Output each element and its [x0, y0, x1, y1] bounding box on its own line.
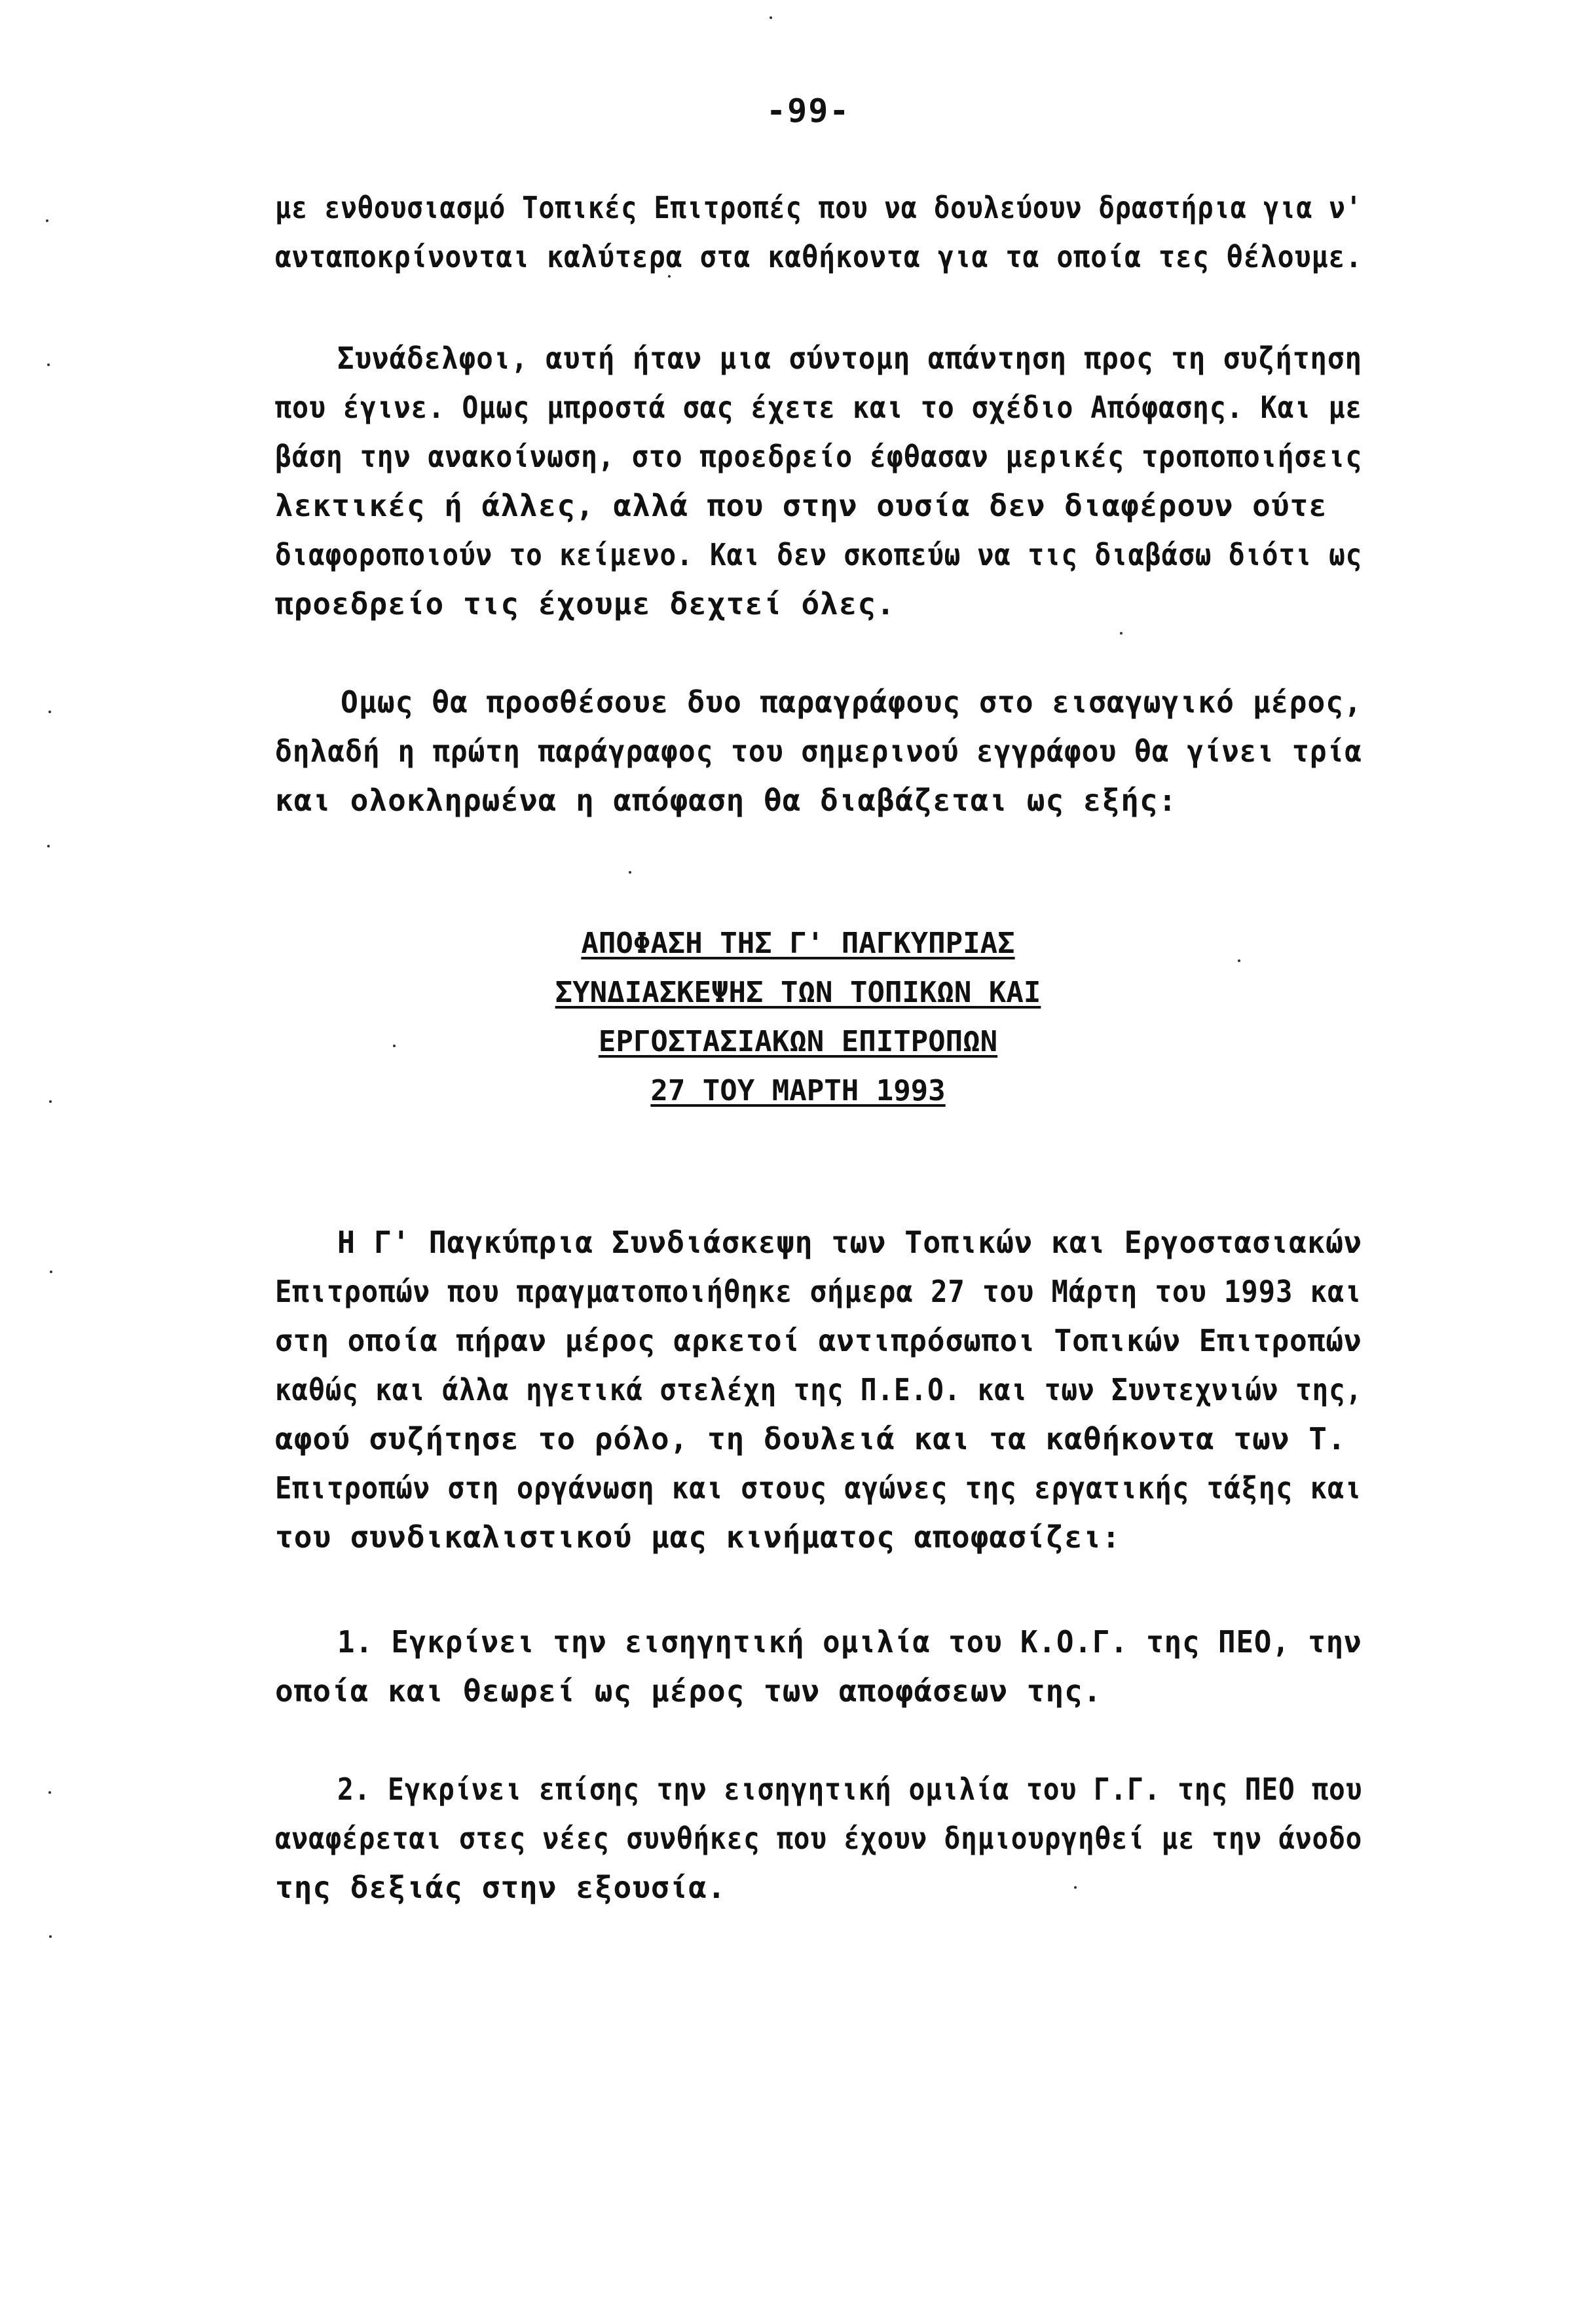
scan-mark	[47, 845, 50, 847]
heading-line: ΣΥΝΔΙΑΣΚΕΨΗΣ ΤΩΝ ΤΟΠΙΚΩΝ ΚΑΙ	[555, 976, 1041, 1009]
heading-line: ΑΠΟΦΑΣΗ ΤΗΣ Γ' ΠΑΓΚΥΠΡΙΑΣ	[581, 927, 1015, 960]
text-line: δηλαδή η πρώτη παράγραφος του σημερινού εγγράφου θα γίνει τρία	[275, 733, 1363, 769]
text-line: αναφέρεται στες νέες συνθήκες που έχουν δημιουργηθεί με την άνοδο	[275, 1821, 1363, 1856]
text-line: οποία και θεωρεί ως μέρος των αποφάσεων της.	[275, 1673, 1102, 1709]
decision-heading	[0, 927, 1596, 960]
scan-mark	[393, 1045, 396, 1047]
text-line: διαφοροποιούν το κείμενο. Και δεν σκοπεύω να τις διαβάσω διότι ως	[275, 537, 1363, 572]
text-line: Ομως θα προσθέσουε δυο παραγράφους στο εισαγωγικό μέρος,	[341, 684, 1362, 720]
scan-mark	[50, 1271, 52, 1273]
scan-mark	[770, 16, 772, 19]
heading-line: ΕΡΓΟΣΤΑΣΙΑΚΩΝ ΕΠΙΤΡΟΠΩΝ	[598, 1025, 998, 1058]
scan-mark	[48, 711, 51, 713]
text-line: και ολοκληρωένα η απόφαση θα διαβάζεται ως εξής:	[275, 783, 1178, 818]
scan-mark	[49, 1935, 52, 1938]
text-line: με ενθουσιασμό Τοπικές Επιτροπές που να δουλεύουν δραστήρια για ν'	[275, 190, 1362, 225]
text-line: 2. Εγκρίνει επίσης την εισηγητική ομιλία του Γ.Γ. της ΠΕΟ που	[337, 1772, 1363, 1807]
scan-mark	[629, 871, 631, 874]
text-line: στη οποία πήραν μέρος αρκετοί αντιπρόσωποι Τοπικών Επιτροπών	[275, 1323, 1362, 1358]
text-line: προεδρείο τις έχουμε δεχτεί όλες.	[275, 586, 895, 622]
scan-mark	[668, 275, 671, 278]
text-line: της δεξιάς στην εξουσία.	[275, 1870, 726, 1905]
page-number: -99-	[766, 92, 851, 130]
scan-mark	[1120, 632, 1123, 635]
text-line: Επιτροπών στη οργάνωση και στους αγώνες της εργατικής τάξης και	[275, 1470, 1362, 1506]
text-line: Η Γ' Παγκύπρια Συνδιάσκεψη των Τοπικών και Εργοστασιακών	[337, 1225, 1362, 1260]
text-line: λεκτικές ή άλλες, αλλά που στην ουσία δεν διαφέρουν ούτε	[275, 488, 1327, 523]
text-line: καθώς και άλλα ηγετικά στελέχη της Π.Ε.Ο. και των Συντεχνιών της,	[275, 1372, 1363, 1407]
decision-heading	[0, 976, 1596, 1009]
text-line: που έγινε. Ομως μπροστά σας έχετε και το σχέδιο Απόφασης. Και με	[275, 390, 1363, 425]
scan-mark	[47, 363, 50, 366]
text-line: αφού συζήτησε το ρόλο, τη δουλειά και τα καθήκοντα των Τ.	[275, 1421, 1346, 1457]
text-line: ανταποκρίνονται καλύτερα στα καθήκοντα για τα οποία τες θέλουμε.	[275, 239, 1363, 274]
heading-line: 27 ΤΟΥ ΜΑΡΤΗ 1993	[650, 1074, 946, 1107]
decision-heading	[0, 1025, 1596, 1058]
text-line: Επιτροπών που πραγματοποιήθηκε σήμερα 27 του Μάρτη του 1993 και	[275, 1274, 1362, 1309]
scan-mark	[49, 1100, 52, 1103]
text-line: βάση την ανακοίνωση, στο προεδρείο έφθασαν μερικές τροποποιήσεις	[275, 439, 1363, 474]
text-line: Συνάδελφοι, αυτή ήταν μια σύντομη απάντηση προς τη συζήτηση	[337, 341, 1362, 376]
scan-mark	[1074, 1886, 1077, 1889]
text-line: 1. Εγκρίνει την εισηγητική ομιλία του Κ.Ο.Γ. της ΠΕΟ, την	[337, 1624, 1362, 1660]
text-line: του συνδικαλιστικού μας κινήματος αποφασίζει:	[275, 1519, 1121, 1555]
scan-mark	[48, 1791, 51, 1794]
decision-heading	[0, 1074, 1596, 1107]
scan-mark	[1238, 959, 1240, 962]
scan-mark	[46, 219, 48, 222]
